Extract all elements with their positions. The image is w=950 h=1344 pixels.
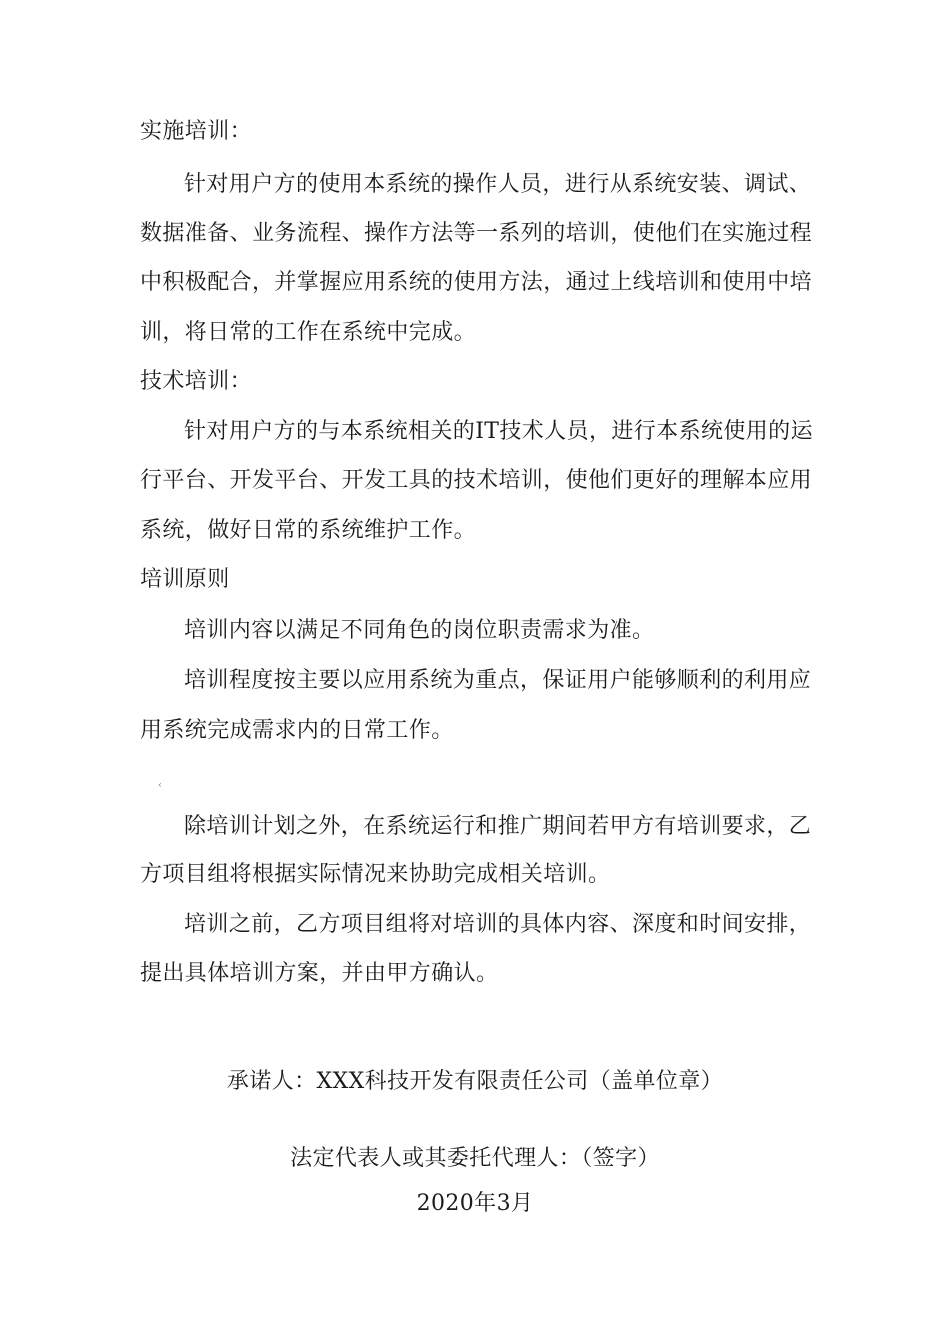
paragraph-line: 中积极配合，并掌握应用系统的使用方法，通过上线培训和使用中培 <box>140 270 813 295</box>
paragraph-line: 针对用户方的使用本系统的操作人员，进行从系统安装、调试、 <box>184 172 812 197</box>
representative-line: 法定代表人或其委托代理人：（签字） <box>290 1146 660 1171</box>
paragraph-line: 系统，做好日常的系统维护工作。 <box>140 518 477 543</box>
date-line: 2020年3月 <box>416 1191 534 1216</box>
paragraph-line: 培训内容以满足不同角色的岗位职责需求为准。 <box>184 618 655 643</box>
promisor-line: 承诺人：XXX科技开发有限责任公司（盖单位章） <box>226 1069 724 1094</box>
paragraph-line: 行平台、开发平台、开发工具的技术培训，使他们更好的理解本应用 <box>140 468 813 493</box>
paragraph-line: 方项目组将根据实际情况来协助完成相关培训。 <box>140 862 611 887</box>
paragraph-line: 培训程度按主要以应用系统为重点，保证用户能够顺利的利用应 <box>184 668 812 693</box>
paragraph-line: 除培训计划之外，在系统运行和推广期间若甲方有培训要求，乙 <box>184 814 812 839</box>
section-heading-implementation: 实施培训： <box>140 119 253 144</box>
paragraph-line: 训，将日常的工作在系统中完成。 <box>140 320 477 345</box>
paragraph-line: 培训之前，乙方项目组将对培训的具体内容、深度和时间安排， <box>184 912 812 937</box>
section-heading-principles: 培训原则 <box>140 567 230 592</box>
paragraph-line: 提出具体培训方案，并由甲方确认。 <box>140 961 499 986</box>
paragraph-line: 针对用户方的与本系统相关的IT技术人员，进行本系统使用的运 <box>184 419 813 444</box>
section-heading-technical: 技术培训： <box>140 369 253 394</box>
paragraph-line: 用系统完成需求内的日常工作。 <box>140 718 454 743</box>
stray-mark: ‹ <box>158 780 162 791</box>
paragraph-line: 数据准备、业务流程、操作方法等一系列的培训，使他们在实施过程 <box>140 221 813 246</box>
